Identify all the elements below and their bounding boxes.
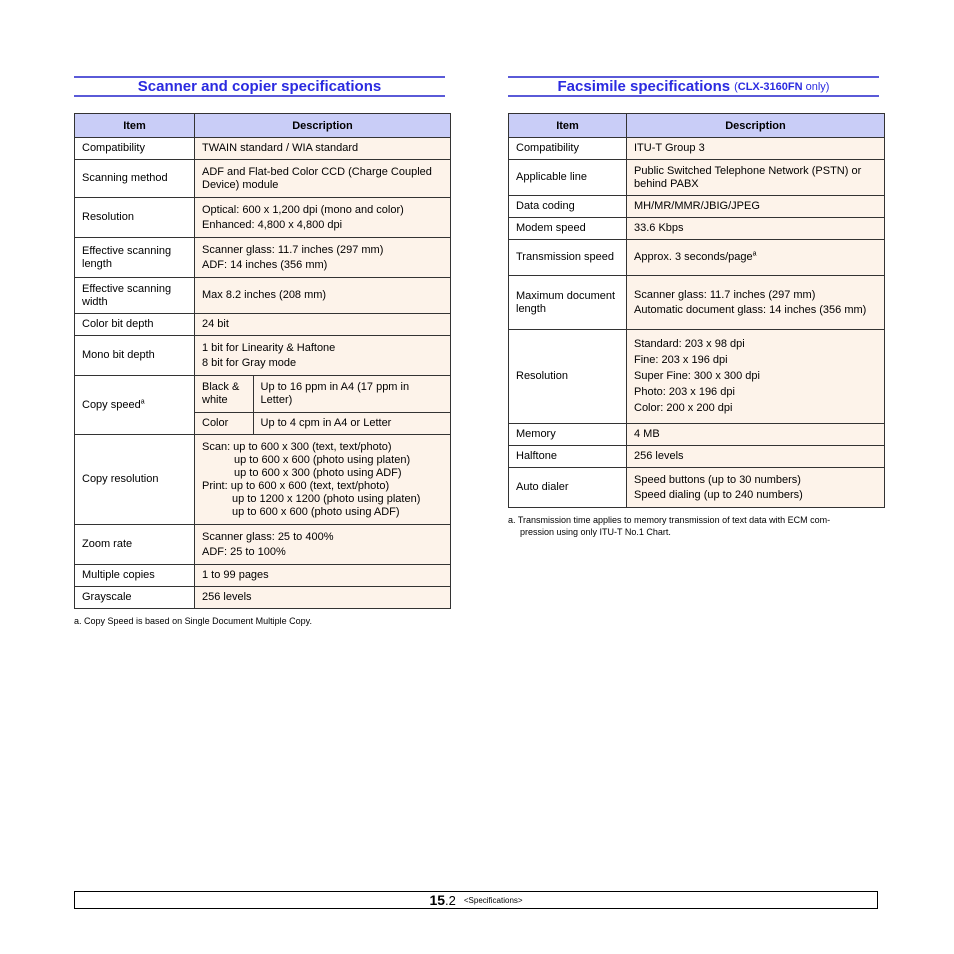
row-item-maximum-document-length: Maximum document length [509,276,627,330]
desc-line: Scanner glass: 11.7 inches (297 mm) [634,288,816,301]
row-item-halftone: Halftone [509,446,627,468]
section-tag: <Specifications> [463,895,523,905]
desc-line: Scan: up to 600 x 300 (text, text/photo) [202,440,392,453]
col-header-item: Item [509,114,627,138]
row-desc-compatibility: TWAIN standard / WIA standard [195,138,451,160]
col-header-description: Description [195,114,451,138]
row-desc-effective-scanning-width: Max 8.2 inches (208 mm) [195,278,451,314]
col-header-description: Description [627,114,885,138]
fax-section-subtitle [734,81,829,93]
row-desc-compatibility: ITU-T Group 3 [627,138,885,160]
row-item-multiple-copies: Multiple copies [75,565,195,587]
row-item-resolution: Resolution [75,198,195,238]
row-desc-memory: 4 MB [627,424,885,446]
scanner-section-heading [74,76,445,97]
row-desc-zoom-rate [195,525,451,565]
row-desc-mono-bit-depth [195,336,451,376]
fax-model-name: CLX-3160FN [737,80,803,93]
row-desc-halftone: 256 levels [627,446,885,468]
desc-line: Photo: 203 x 196 dpi [634,386,735,398]
copy-speed-label: Copy speed [82,398,141,411]
desc-line: Speed dialing (up to 240 numbers) [634,488,803,501]
row-item-copy-speed [75,376,195,435]
desc-line: 1 bit for Linearity & Haftone [202,341,336,354]
desc-line: ADF: 14 inches (356 mm) [202,258,328,271]
row-item-compatibility: Compatibility [509,138,627,160]
table-header-row [509,114,885,138]
row-desc-copy-resolution [195,435,451,525]
row-desc-effective-scanning-length [195,238,451,278]
table-row [75,314,451,336]
fax-section-heading [508,76,879,97]
row-item-copy-resolution: Copy resolution [75,435,195,525]
table-row [75,278,451,314]
table-row [75,138,451,160]
page-footer [74,891,878,909]
table-row [75,160,451,198]
row-item-auto-dialer: Auto dialer [509,468,627,508]
table-row [509,424,885,446]
scanner-spec-table [74,113,451,609]
table-row [75,238,451,278]
desc-line: up to 600 x 300 (photo using ADF) [234,466,402,479]
transmission-speed-value: Approx. 3 seconds/page [634,251,753,263]
table-row [75,336,451,376]
col-header-item: Item [75,114,195,138]
row-item-color-bit-depth: Color bit depth [75,314,195,336]
copy-speed-color-value: Up to 4 cpm in A4 or Letter [253,412,450,434]
row-item-resolution: Resolution [509,330,627,424]
row-item-mono-bit-depth: Mono bit depth [75,336,195,376]
table-row [509,218,885,240]
fax-section-title: Facsimile specifications [557,78,731,95]
subtitle-open-paren: ( [734,80,738,93]
desc-line: 8 bit for Gray mode [202,356,297,369]
scanner-section-title: Scanner and copier specifications [137,78,382,95]
desc-line: Optical: 600 x 1,200 dpi (mono and color) [202,203,404,216]
table-row [509,330,885,424]
row-desc-data-coding: MH/MR/MMR/JBIG/JPEG [627,196,885,218]
row-item-zoom-rate: Zoom rate [75,525,195,565]
row-desc-maximum-document-length [627,276,885,330]
row-desc-scanning-method: ADF and Flat-bed Color CCD (Charge Coupled Device) module [195,160,451,198]
table-row [509,468,885,508]
row-item-data-coding: Data coding [509,196,627,218]
desc-line: Automatic document glass: 14 inches (356 mm) [634,303,867,316]
row-desc-auto-dialer [627,468,885,508]
desc-line: Fine: 203 x 196 dpi [634,354,728,366]
desc-line: up to 1200 x 1200 (photo using platen) [232,492,421,505]
table-row [75,376,451,435]
row-item-grayscale: Grayscale [75,587,195,609]
subtitle-rest: only) [805,80,830,93]
row-desc-resolution [195,198,451,238]
copy-speed-bw-label: Black & white [195,376,253,412]
row-item-compatibility: Compatibility [75,138,195,160]
copy-speed-color-row [195,412,450,434]
row-desc-copy-speed [195,376,451,435]
row-desc-color-bit-depth: 24 bit [195,314,451,336]
desc-line: Super Fine: 300 x 300 dpi [634,370,760,382]
row-item-effective-scanning-length: Effective scanning length [75,238,195,278]
desc-line: Print: up to 600 x 600 (text, text/photo) [202,479,390,492]
desc-line: Color: 200 x 200 dpi [634,402,733,414]
desc-line: up to 600 x 600 (photo using ADF) [232,505,400,518]
row-item-applicable-line: Applicable line [509,160,627,196]
row-item-memory: Memory [509,424,627,446]
table-row [509,160,885,196]
row-desc-multiple-copies: 1 to 99 pages [195,565,451,587]
footnote-marker: a [140,397,145,405]
copy-speed-bw-value: Up to 16 ppm in A4 (17 ppm in Letter) [253,376,450,412]
row-desc-applicable-line: Public Switched Telephone Network (PSTN) or behind PABX [627,160,885,196]
fax-footnote [508,514,884,538]
copy-speed-subtable [195,376,450,434]
page-subnumber: .2 [445,893,456,908]
table-row [509,138,885,160]
chapter-number: 15 [429,892,446,908]
row-desc-modem-speed: 33.6 Kbps [627,218,885,240]
row-desc-resolution [627,330,885,424]
copy-speed-bw-row [195,376,450,412]
row-item-transmission-speed: Transmission speed [509,240,627,276]
table-header-row [75,114,451,138]
scanner-copier-section [74,76,450,627]
desc-line: Scanner glass: 25 to 400% [202,530,334,543]
table-row [509,196,885,218]
fax-spec-table [508,113,885,508]
desc-line: Standard: 203 x 98 dpi [634,338,745,350]
page-number [429,892,455,908]
fax-footnote-line-1: a. Transmission time applies to memory transmission of text data with ECM com- [508,515,831,525]
row-item-effective-scanning-width: Effective scanning width [75,278,195,314]
table-row [75,565,451,587]
row-desc-transmission-speed [627,240,885,276]
desc-line: Enhanced: 4,800 x 4,800 dpi [202,218,343,231]
desc-line: Speed buttons (up to 30 numbers) [634,473,801,486]
fax-footnote-line-2: pression using only ITU-T No.1 Chart. [520,527,671,537]
row-item-scanning-method: Scanning method [75,160,195,198]
table-row [75,435,451,525]
table-row [75,587,451,609]
desc-line: up to 600 x 600 (photo using platen) [234,453,411,466]
table-row [509,276,885,330]
row-desc-grayscale: 256 levels [195,587,451,609]
table-row [75,198,451,238]
desc-line: ADF: 25 to 100% [202,545,286,558]
table-row [75,525,451,565]
footnote-marker: a [752,250,757,258]
table-row [509,446,885,468]
facsimile-section [508,76,884,538]
desc-line: Scanner glass: 11.7 inches (297 mm) [202,243,384,256]
scanner-footnote: a. Copy Speed is based on Single Document Multiple Copy. [74,616,312,626]
row-item-modem-speed: Modem speed [509,218,627,240]
table-row [509,240,885,276]
copy-speed-color-label: Color [195,412,253,434]
